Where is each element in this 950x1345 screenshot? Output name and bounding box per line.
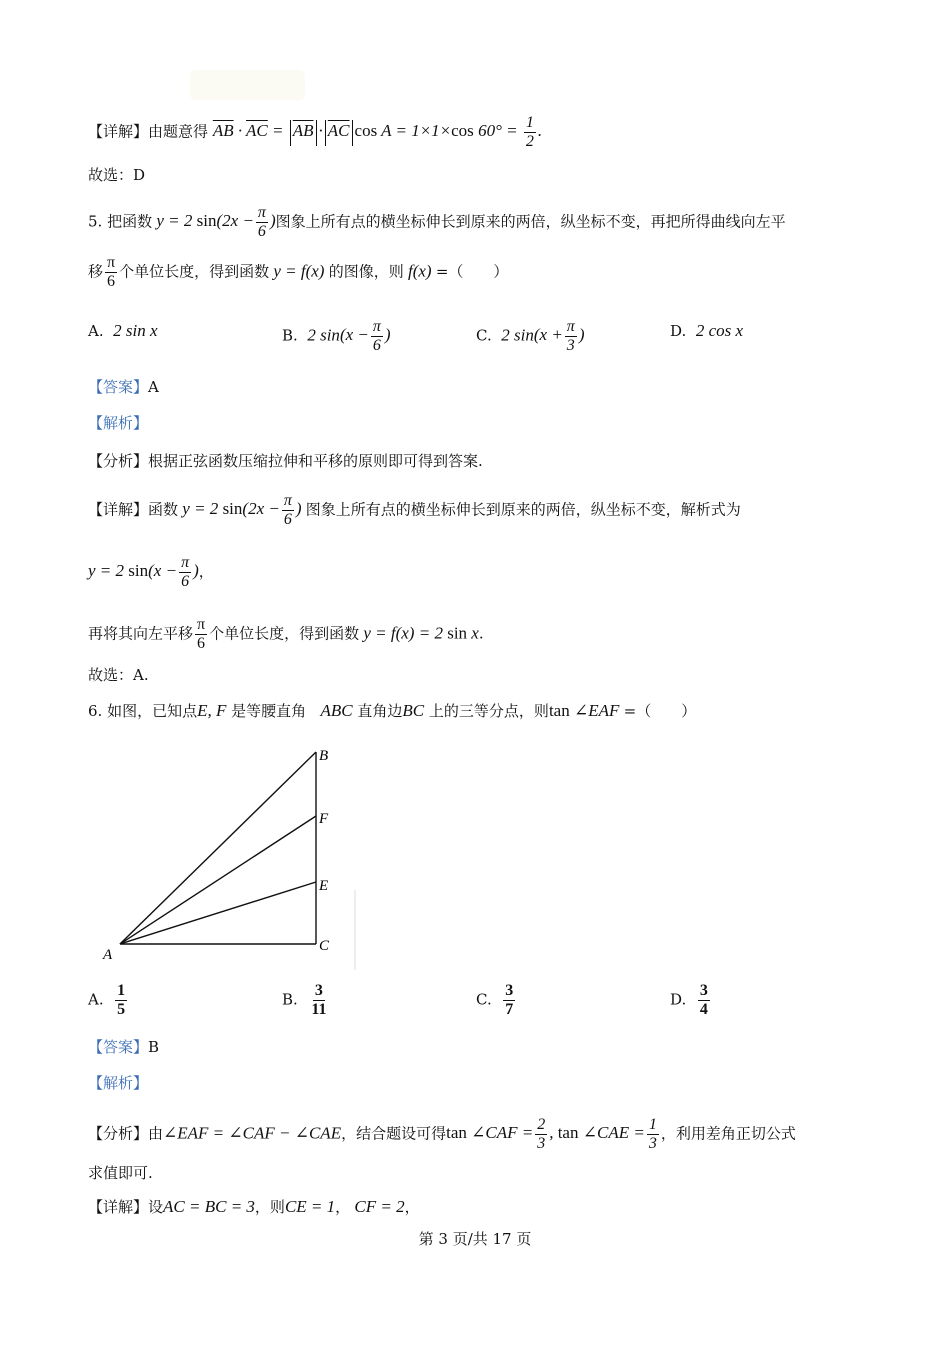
label-e: E [319, 878, 329, 894]
q5-shift-line: 再将其向左平移 $\frac{\pi}{6}$ 个单位长度，得到函数 y = f(x) = 2 sin x. [88, 616, 484, 652]
stem-text: 直角边 [357, 702, 403, 720]
q5-stem-line2 [88, 254, 508, 291]
option-label: C. [476, 990, 492, 1009]
detail-label: 【详解】 [88, 500, 149, 519]
option-num: 3 [699, 982, 708, 999]
triangle-figure [95, 740, 365, 970]
points-ef: E, F [197, 701, 227, 720]
option-den: 4 [699, 1001, 708, 1018]
option-arg: (x + $\frac{\pi}{3}$ ) [533, 318, 585, 354]
segment-ab [120, 752, 316, 944]
detail-func: y = 2 sin(2x − $\frac{\pi}{6}$ ) [178, 492, 306, 528]
stem-text: 是等腰直角 [231, 702, 307, 720]
option-den: 5 [117, 1001, 126, 1018]
q6-option-b [282, 982, 330, 1019]
prev-formula: $\overline{AB} \cdot \overline{AC} = \overline{AB} \cdot \overline{AC}$ cos A = 1×1×cos 60° = $\frac{1}{2}$ . [212, 114, 543, 150]
q6-analysis-label: 【解析】 [88, 1074, 149, 1092]
option-text: 2 sin [307, 325, 340, 345]
stem-text: 个单位长度，得到函数 [119, 262, 270, 281]
stem-text: 把函数 [107, 212, 153, 231]
option-num: 1 [117, 982, 126, 999]
option-label: B. [282, 990, 298, 1009]
segment-af [120, 816, 316, 944]
option-label: D. [670, 322, 687, 340]
q6-answer [88, 1036, 159, 1058]
detail-text: 由题意得 [148, 122, 209, 141]
question-number: 6. [88, 702, 103, 720]
label-a: A [103, 947, 113, 963]
result-func: y = 2 sin(x − $\frac{\pi}{6}$ ) [88, 554, 199, 590]
angle-relation: ∠EAF = ∠CAF − ∠CAE [163, 1123, 342, 1143]
option-label: D. [670, 990, 687, 1009]
stem-text: =（ ） [435, 262, 509, 281]
q6-stem [88, 700, 696, 722]
q6-fenxi-line2: 求值即可. [88, 1164, 153, 1182]
q5-func: y = 2 sin(2x − $\frac{\pi}{6}$ ) [152, 204, 276, 240]
prev-conclusion: 故选：D [88, 166, 146, 184]
q5-detail [88, 492, 741, 529]
punct: ， [198, 562, 214, 581]
question-number: 5. [88, 212, 103, 231]
detail-text: ， [335, 1198, 351, 1216]
q6-option-a [88, 982, 129, 1019]
tan-eaf: tan ∠EAF [548, 701, 624, 720]
pi-over-6: $\frac{\pi}{6}$ [107, 254, 116, 290]
label-b: B [319, 748, 329, 764]
q5-stem-line1 [88, 204, 786, 241]
scan-smudge [190, 70, 305, 100]
fx: f(x) [403, 261, 436, 281]
q5-option-b [282, 318, 391, 355]
detail-text: 图象上所有点的横坐标伸长到原来的两倍，纵坐标不变，解析式为 [305, 500, 741, 519]
cf: CF = 2 [350, 1197, 405, 1216]
triangle-name: ABC [320, 701, 353, 720]
stem-text: 移 [88, 262, 104, 281]
label-f: F [319, 811, 329, 827]
option-arg: (x − $\frac{\pi}{6}$ ) [339, 318, 391, 354]
stem-text: 如图，已知点 [107, 702, 198, 720]
fx-def: y = f(x) [269, 261, 329, 281]
q5-result-line [88, 554, 214, 591]
stem-text: 图象上所有点的横坐标伸长到原来的两倍，纵坐标不变，再把所得曲线向左平 [275, 212, 786, 231]
detail-label: 【详解】 [88, 1198, 149, 1216]
final-func: y = f(x) = 2 sin x [359, 623, 479, 643]
option-den: 7 [505, 1001, 514, 1018]
fenxi-text: 根据正弦函数压缩拉伸和平移的原则即可得到答案. [148, 452, 483, 470]
prev-detail-line [88, 114, 542, 151]
q5-option-a [88, 320, 158, 342]
answer-label: 【答案】 [88, 378, 149, 396]
side-name: BC [402, 701, 425, 720]
fenxi-text: ，利用差角正切公式 [660, 1124, 796, 1143]
detail-text: ，则 [254, 1198, 285, 1216]
q5-option-c [476, 318, 584, 355]
option-label: C. [476, 326, 492, 345]
segment-ae [120, 882, 316, 944]
q5-option-d [670, 320, 743, 342]
option-label: B. [282, 326, 298, 345]
shift-text: 再将其向左平移 [88, 624, 194, 643]
option-label: A. [88, 990, 104, 1009]
option-num: 3 [314, 982, 323, 999]
detail-text: ， [404, 1198, 420, 1216]
q5-fenxi [88, 450, 483, 472]
q6-fenxi [88, 1116, 796, 1153]
page-footer: 第 3 页/共 17 页 [418, 1230, 532, 1248]
detail-text: 函数 [148, 500, 179, 519]
shift-text: 个单位长度，得到函数 [209, 624, 360, 643]
answer-label: 【答案】 [88, 1038, 149, 1056]
stem-text: 上的三等分点，则 [428, 702, 549, 720]
q6-option-c [476, 982, 517, 1019]
stem-text: 的图像，则 [328, 262, 404, 281]
ce: CE = 1 [284, 1197, 336, 1216]
fenxi-label: 【分析】 [88, 452, 149, 470]
option-text: 2 cos x [695, 321, 744, 340]
q5-conclusion: 故选：A. [88, 666, 149, 684]
q6-option-d [670, 982, 712, 1019]
option-text: 2 sin x [113, 321, 158, 340]
detail-label: 【详解】 [88, 122, 149, 141]
option-label: A. [88, 322, 104, 340]
option-text: 2 sin [501, 325, 534, 345]
answer-value: A [148, 378, 159, 396]
pi-over-6: $\frac{\pi}{6}$ [197, 616, 206, 652]
q5-answer [88, 376, 159, 398]
answer-value: B [148, 1038, 160, 1056]
ac-bc: AC = BC = 3 [163, 1197, 255, 1216]
option-den: 11 [311, 1001, 327, 1018]
fenxi-text: 由 [148, 1124, 164, 1143]
tan-values: tan ∠CAF = $\frac{2}{3}$ , tan ∠CAE = $\frac{1}{3}$ [446, 1116, 657, 1152]
q6-detail [88, 1196, 420, 1218]
detail-text: 设 [148, 1198, 164, 1216]
label-c: C [319, 938, 330, 954]
fenxi-text: ，结合题设可得 [341, 1124, 447, 1143]
fenxi-label: 【分析】 [88, 1124, 149, 1143]
stem-text: =（ ） [623, 702, 697, 720]
q5-analysis-label: 【解析】 [88, 414, 149, 432]
option-num: 3 [505, 982, 514, 999]
